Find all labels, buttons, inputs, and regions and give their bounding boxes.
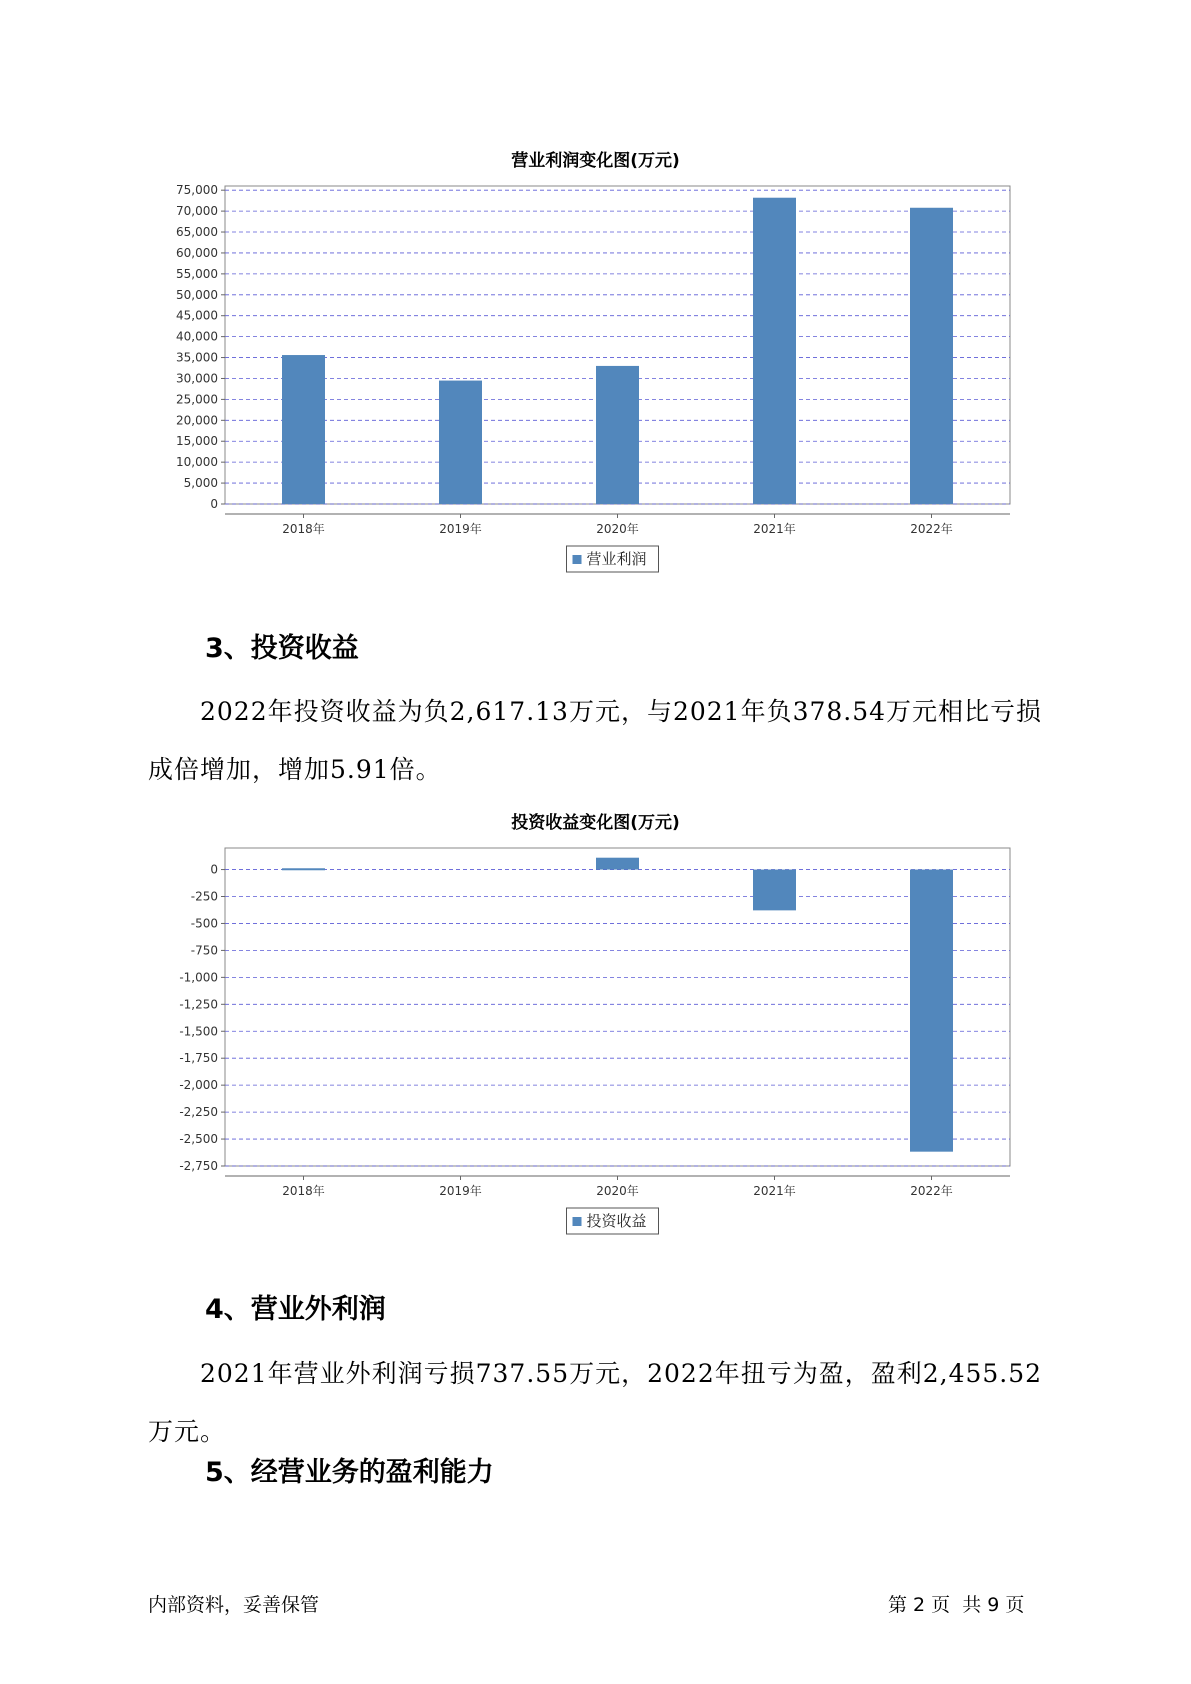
x-tick-label: 2022年 — [910, 522, 953, 536]
y-tick-label: -1,500 — [179, 1024, 218, 1039]
x-tick-label: 2022年 — [910, 1184, 953, 1198]
y-tick-label: 10,000 — [176, 455, 218, 470]
bar-2019年 — [439, 381, 482, 504]
legend-swatch — [573, 1217, 582, 1226]
y-tick-label: 40,000 — [176, 329, 218, 344]
paragraph-text: 2021年营业外利润亏损737.55万元，2022年扭亏为盈，盈利2,455.52万元。 — [148, 1359, 1043, 1446]
y-tick-label: -750 — [190, 943, 218, 958]
section-heading-investment-income: 3、投资收益 — [205, 633, 359, 664]
legend-label: 投资收益 — [586, 1212, 647, 1230]
y-tick-label: -2,000 — [179, 1078, 218, 1093]
investment-income-chart — [150, 838, 1020, 1258]
x-tick-label: 2018年 — [282, 1184, 325, 1198]
x-tick-label: 2020年 — [596, 522, 639, 536]
chart-title-investment-income: 投资收益变化图(万元) — [511, 813, 680, 833]
bar-2020年 — [596, 366, 639, 504]
footer-page-number: 第 2 页 共 9 页 — [888, 1594, 1025, 1616]
bar-2018年 — [282, 868, 325, 870]
y-tick-label: 70,000 — [176, 204, 218, 219]
y-tick-label: 15,000 — [176, 434, 218, 449]
bar-2018年 — [282, 355, 325, 504]
footer-confidential-note: 内部资料，妥善保管 — [148, 1594, 320, 1616]
x-tick-label: 2019年 — [439, 1184, 482, 1198]
y-tick-label: -1,250 — [179, 997, 218, 1012]
chart-title-operating-profit: 营业利润变化图(万元) — [511, 151, 680, 171]
paragraph-text: 2022年投资收益为负2,617.13万元，与2021年负378.54万元相比亏损成倍增加，增加5.91倍。 — [148, 697, 1043, 784]
y-tick-label: 45,000 — [176, 308, 218, 323]
y-tick-label: 30,000 — [176, 371, 218, 386]
bar-2020年 — [596, 858, 639, 870]
bar-2022年 — [910, 208, 953, 504]
y-tick-label: 25,000 — [176, 392, 218, 407]
paragraph-non-operating-profit — [148, 1345, 1048, 1461]
x-tick-label: 2018年 — [282, 522, 325, 536]
y-tick-label: 50,000 — [176, 287, 218, 302]
y-tick-label: 20,000 — [176, 413, 218, 428]
y-tick-label: 75,000 — [176, 183, 218, 198]
x-tick-label: 2019年 — [439, 522, 482, 536]
legend-swatch — [573, 555, 582, 564]
y-tick-label: -500 — [190, 916, 218, 931]
bar-2021年 — [753, 870, 796, 911]
x-tick-label: 2021年 — [753, 522, 796, 536]
x-tick-label: 2021年 — [753, 1184, 796, 1198]
plot-area — [225, 848, 1010, 1166]
x-tick-label: 2020年 — [596, 1184, 639, 1198]
y-tick-label: -2,250 — [179, 1105, 218, 1120]
section-heading-profitability: 5、经营业务的盈利能力 — [205, 1457, 494, 1488]
y-tick-label: -250 — [190, 889, 218, 904]
y-tick-label: 35,000 — [176, 350, 218, 365]
y-tick-label: 5,000 — [183, 476, 218, 491]
y-tick-label: 0 — [210, 497, 218, 511]
y-tick-label: 65,000 — [176, 225, 218, 240]
y-tick-label: 0 — [210, 862, 218, 877]
section-heading-non-operating-profit: 4、营业外利润 — [205, 1294, 386, 1325]
y-tick-label: -2,750 — [179, 1159, 218, 1173]
operating-profit-chart — [150, 176, 1020, 596]
paragraph-investment-income — [148, 683, 1048, 799]
y-tick-label: 55,000 — [176, 266, 218, 281]
y-tick-label: 60,000 — [176, 245, 218, 260]
bar-2022年 — [910, 870, 953, 1152]
y-tick-label: -2,500 — [179, 1132, 218, 1147]
bar-2021年 — [753, 198, 796, 504]
y-tick-label: -1,750 — [179, 1051, 218, 1066]
legend-label: 营业利润 — [586, 550, 647, 568]
y-tick-label: -1,000 — [179, 970, 218, 985]
